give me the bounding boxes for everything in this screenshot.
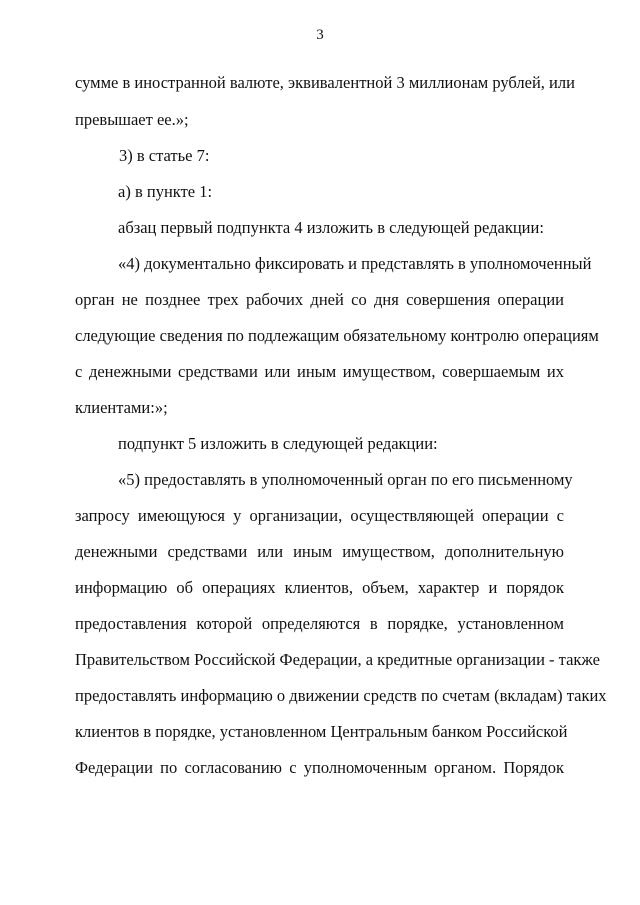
text-line: с денежными средствами или иным имуществом, совершаемым их (75, 362, 564, 381)
text-line: а) в пункте 1: (118, 182, 213, 201)
text-line: клиентов в порядке, установленном Центральным банком Российской (75, 722, 568, 741)
text-line: предоставлять информацию о движении средств по счетам (вкладам) таких (75, 686, 607, 705)
text-line: денежными средствами или иным имуществом, дополнительную (75, 542, 564, 561)
text-line: клиентами:»; (75, 398, 168, 417)
text-line: следующие сведения по подлежащим обязательному контролю операциям (75, 326, 599, 345)
text-line: сумме в иностранной валюте, эквивалентной 3 миллионам рублей, или (75, 73, 575, 92)
text-line: 3) в статье 7: (119, 146, 210, 165)
text-line: предоставления которой определяются в порядке, установленном (75, 614, 564, 633)
text-line: информацию об операциях клиентов, объем, характер и порядок (75, 578, 564, 597)
text-line: запросу имеющуюся у организации, осуществляющей операции с (75, 506, 564, 525)
text-line: орган не позднее трех рабочих дней со дня совершения операции (75, 290, 564, 309)
text-line: абзац первый подпункта 4 изложить в следующей редакции: (118, 218, 544, 237)
text-line: подпункт 5 изложить в следующей редакции: (118, 434, 438, 453)
text-line: Федерации по согласованию с уполномоченным органом. Порядок (75, 758, 564, 777)
text-line: Правительством Российской Федерации, а кредитные организации - также (75, 650, 600, 669)
text-line: превышает ее.»; (75, 110, 189, 129)
page-number: 3 (316, 27, 324, 43)
text-line: «5) предоставлять в уполномоченный орган по его письменному (118, 470, 573, 489)
text-line: «4) документально фиксировать и представлять в уполномоченный (118, 254, 592, 273)
